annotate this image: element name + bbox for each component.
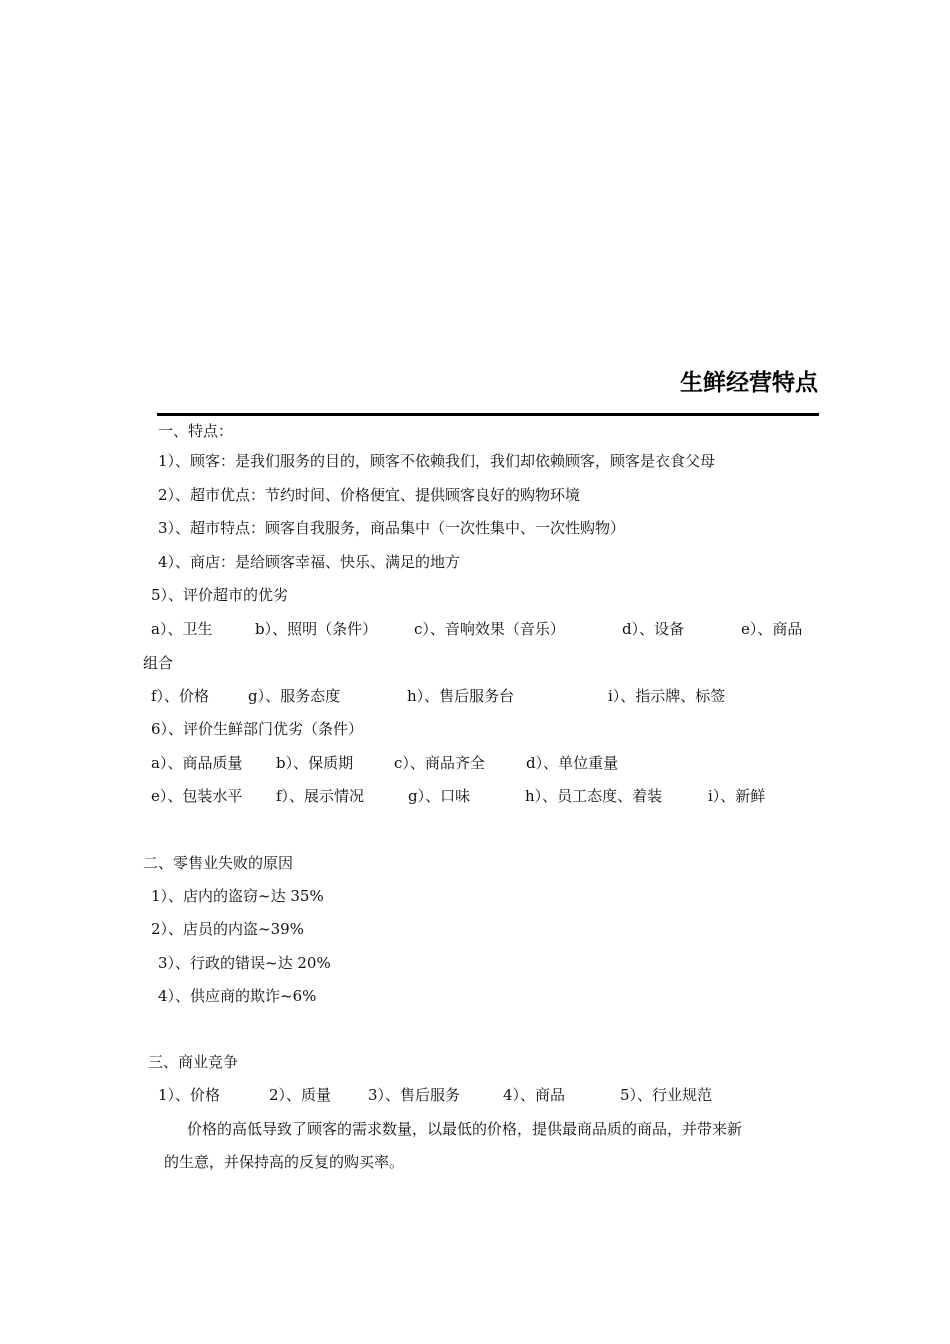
section2-item-3: 3）、行政的错误~达 20% (158, 954, 331, 972)
criteria-item: d）、设备 (622, 620, 685, 638)
section1-item-3: 3）、超市特点：顾客自我服务，商品集中（一次性集中、一次性购物） (158, 519, 626, 537)
document-title: 生鲜经营特点 (680, 370, 818, 396)
fresh-criteria-item: d）、单位重量 (526, 754, 619, 772)
criteria-item: g）、服务态度 (248, 687, 341, 705)
criteria-item: h）、售后服务台 (407, 687, 515, 705)
competition-factor: 3）、售后服务 (368, 1086, 461, 1104)
section3-heading: 三、商业竞争 (148, 1053, 239, 1071)
criteria-item: a）、卫生 (151, 620, 213, 638)
criteria-item: c）、音响效果（音乐） (414, 620, 565, 638)
section1-item-1: 1）、顾客：是我们服务的目的，顾客不依赖我们，我们却依赖顾客，顾客是衣食父母 (158, 452, 716, 470)
section2-item-1: 1）、店内的盗窃~达 35% (151, 887, 324, 905)
criteria-item: b）、照明（条件） (255, 620, 378, 638)
section1-item-6: 6）、评价生鲜部门优劣（条件） (151, 720, 364, 738)
fresh-criteria-item: h）、员工态度、着装 (525, 787, 663, 805)
competition-paragraph-line-1: 价格的高低导致了顾客的需求数量，以最低的价格，提供最商品质的商品，并带来新 (187, 1120, 743, 1138)
competition-factor: 2）、质量 (269, 1086, 332, 1104)
criteria-item: f）、价格 (151, 687, 210, 705)
title-rule (157, 413, 819, 416)
fresh-criteria-item: a）、商品质量 (151, 754, 243, 772)
competition-paragraph-line-2: 的生意，并保持高的反复的购买率。 (164, 1153, 405, 1171)
section1-item-5: 5）、评价超市的优劣 (151, 586, 289, 604)
competition-factor: 1）、价格 (158, 1086, 221, 1104)
section2-item-4: 4）、供应商的欺诈~6% (158, 987, 317, 1005)
section1-item-4: 4）、商店：是给顾客幸福、快乐、满足的地方 (158, 553, 461, 571)
criteria-item: e）、商品 (741, 620, 803, 638)
criteria-item: i）、指示牌、标签 (608, 687, 726, 705)
section2-heading: 二、零售业失败的原因 (143, 854, 294, 872)
fresh-criteria-item: i）、新鲜 (708, 787, 766, 805)
criteria-row-2 (151, 686, 801, 706)
competition-factors-row (158, 1085, 778, 1105)
section1-item-2: 2）、超市优点：节约时间、价格便宜、提供顾客良好的购物环境 (158, 486, 581, 504)
competition-factor: 5）、行业规范 (620, 1086, 713, 1104)
fresh-criteria-row-1 (151, 753, 801, 773)
fresh-criteria-row-2 (151, 786, 811, 806)
criteria-wrap: 组合 (143, 654, 174, 672)
criteria-row-1 (151, 619, 821, 639)
fresh-criteria-item: e）、包装水平 (151, 787, 243, 805)
fresh-criteria-item: b）、保质期 (276, 754, 354, 772)
section2-item-2: 2）、店员的内盗~39% (151, 920, 304, 938)
competition-factor: 4）、商品 (503, 1086, 566, 1104)
section1-heading: 一、特点： (158, 422, 234, 440)
fresh-criteria-item: f）、展示情况 (276, 787, 365, 805)
fresh-criteria-item: g）、口味 (408, 787, 471, 805)
fresh-criteria-item: c）、商品齐全 (394, 754, 485, 772)
